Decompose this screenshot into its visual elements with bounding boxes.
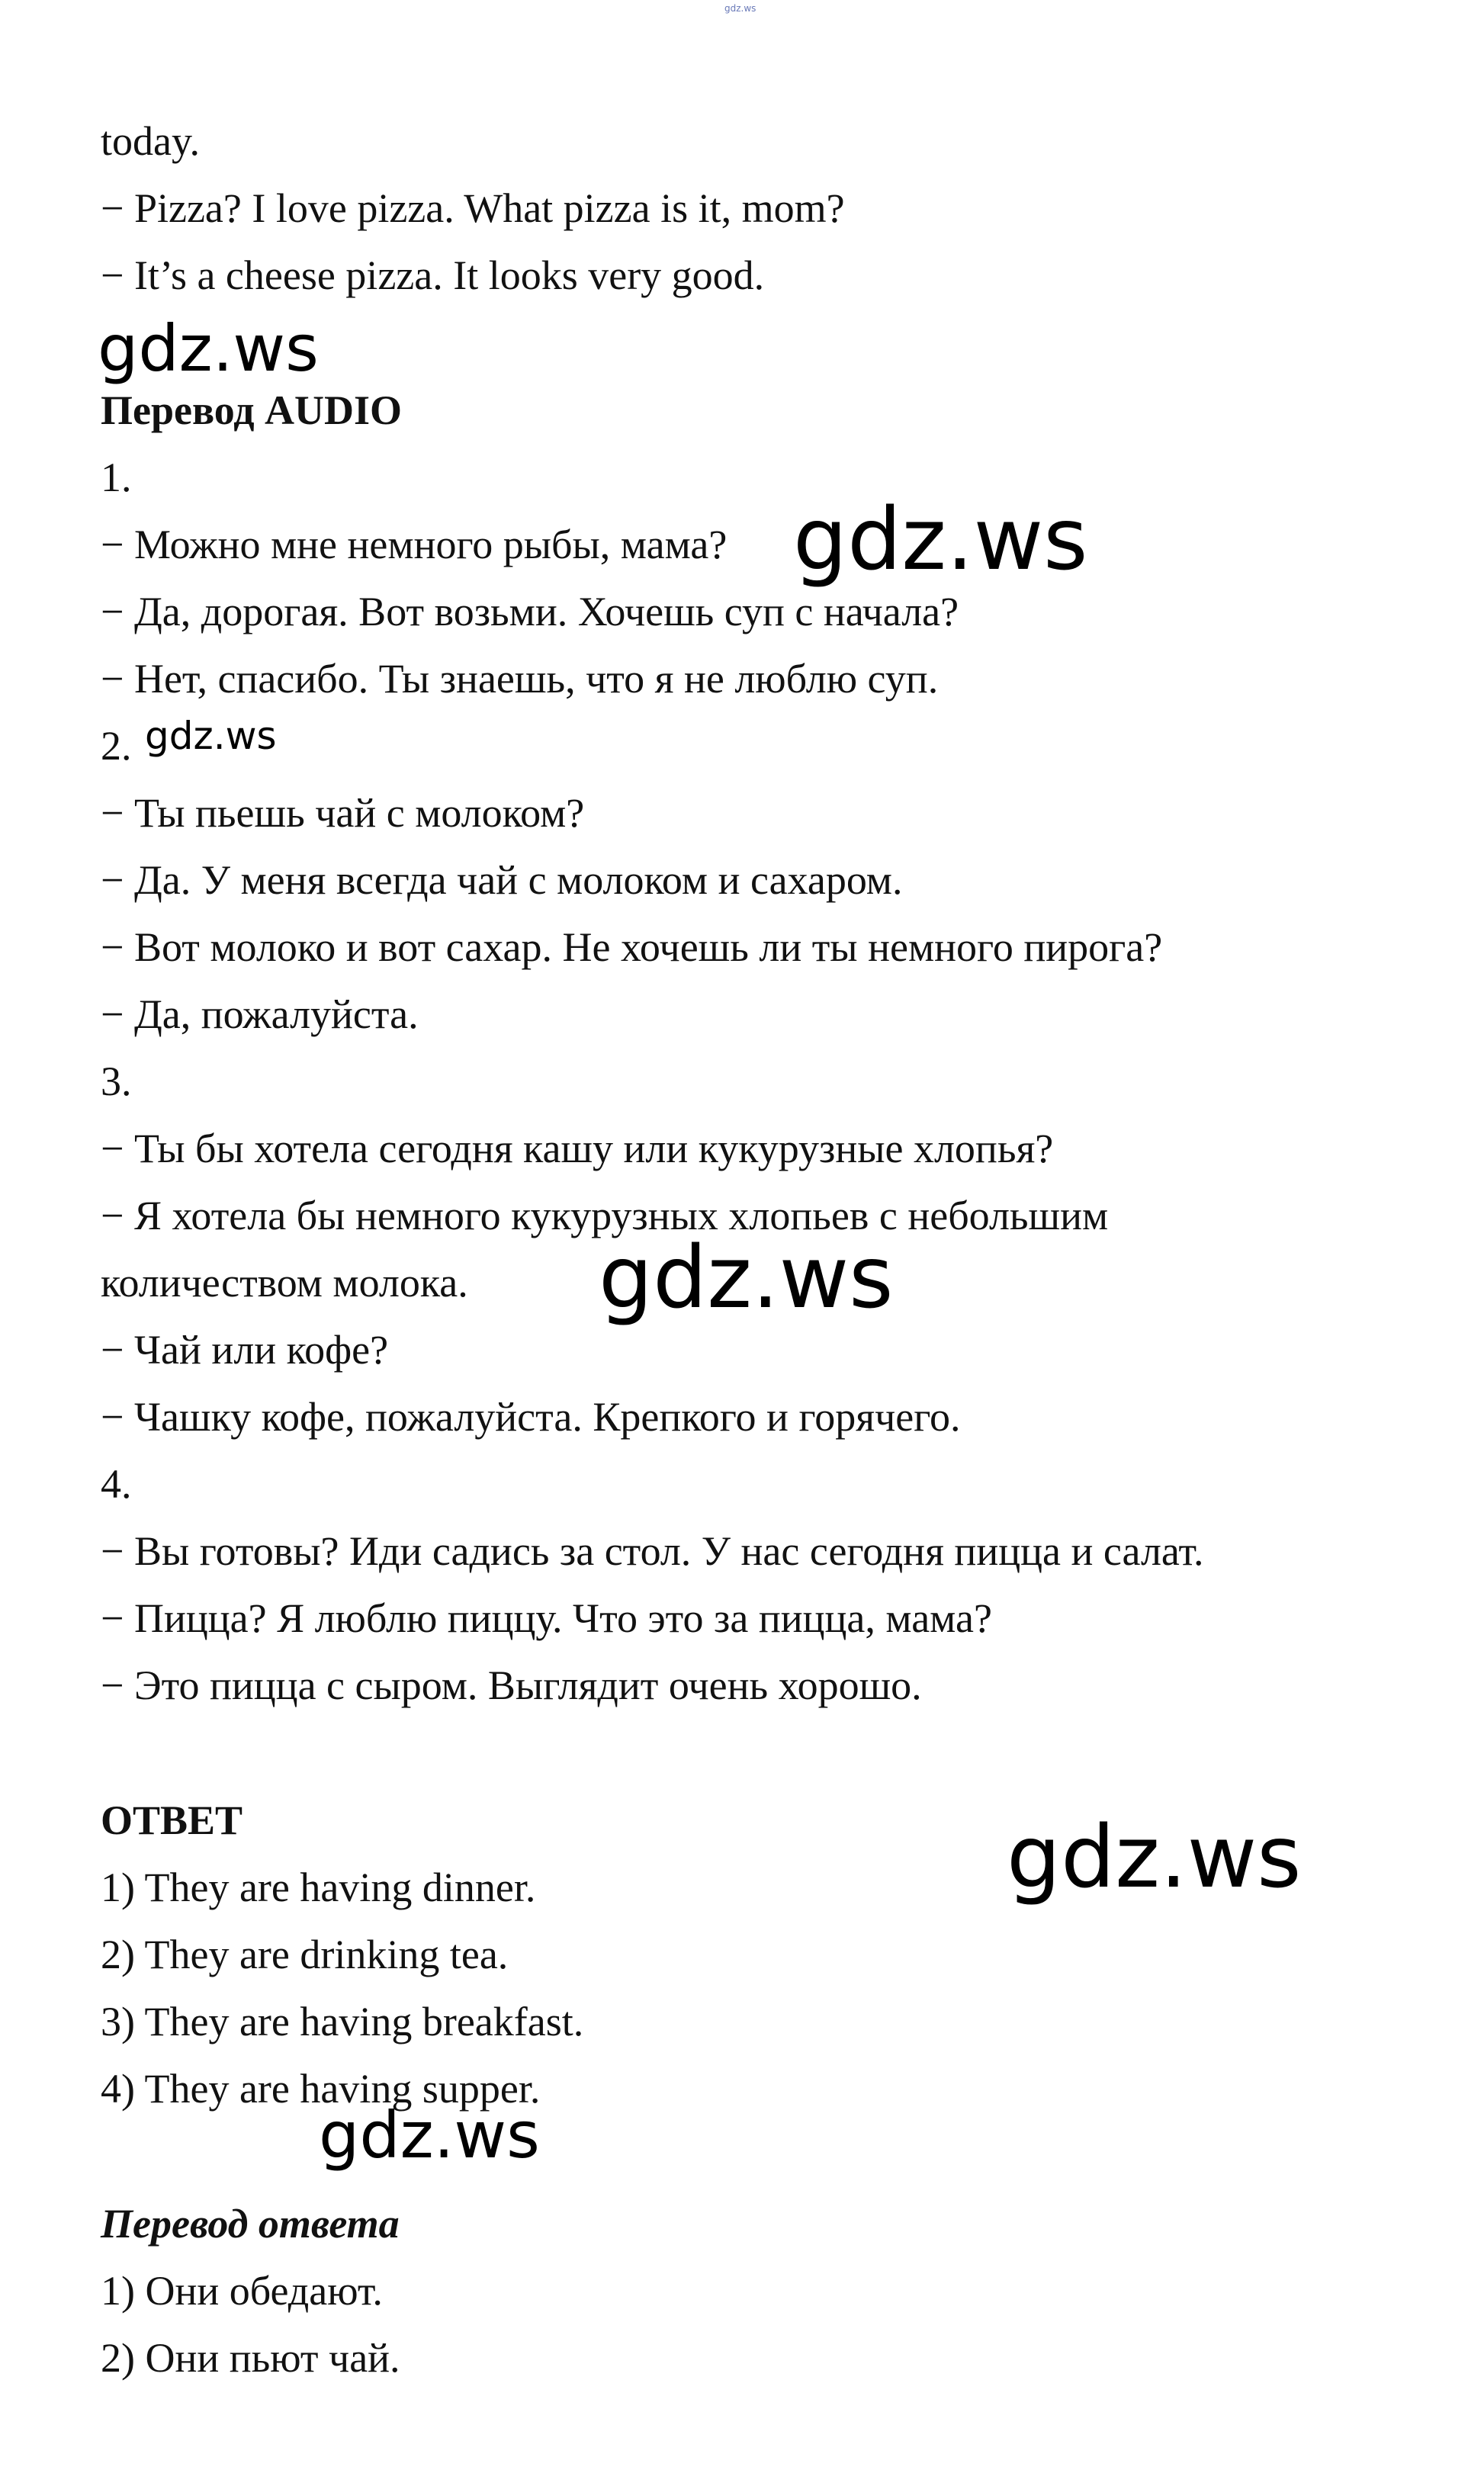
text-line: − Можно мне немного рыбы, мама? bbox=[101, 522, 728, 567]
text-line: today. bbox=[101, 118, 200, 164]
text-line: − Я хотела бы немного кукурузных хлопьев с небольшим bbox=[101, 1193, 1109, 1238]
dialogue-number: 1. bbox=[101, 454, 132, 500]
text-line: − Пицца? Я люблю пиццу. Что это за пицца, мама? bbox=[101, 1595, 992, 1641]
text-line: − It’s a cheese pizza. It looks very good. bbox=[101, 252, 765, 298]
text-line: − Ты пьешь чай с молоком? bbox=[101, 790, 585, 836]
text-line: количеством молока. bbox=[101, 1260, 468, 1306]
answer-line: 1) They are having dinner. bbox=[101, 1865, 536, 1910]
section-heading-answer-translation: Перевод ответа bbox=[101, 2201, 400, 2247]
answer-translation-line: 1) Они обедают. bbox=[101, 2268, 383, 2314]
top-watermark: gdz.ws bbox=[724, 3, 756, 14]
section-heading-audio-translation: Перевод AUDIO bbox=[101, 387, 403, 433]
watermark: gdz.ws bbox=[599, 1229, 894, 1328]
watermark: gdz.ws bbox=[319, 2098, 540, 2173]
text-line: − Вы готовы? Иди садись за стол. У нас сегодня пицца и салат. bbox=[101, 1528, 1204, 1574]
watermark: gdz.ws bbox=[793, 490, 1088, 589]
watermark: gdz.ws bbox=[145, 714, 277, 758]
text-line: − Вот молоко и вот сахар. Не хочешь ли ты немного пирога? bbox=[101, 924, 1163, 970]
text-line: − Это пицца с сыром. Выглядит очень хорошо. bbox=[101, 1662, 922, 1708]
dialogue-number: 4. bbox=[101, 1461, 132, 1507]
answer-line: 4) They are having supper. bbox=[101, 2066, 541, 2112]
text-line: − Нет, спасибо. Ты знаешь, что я не люблю суп. bbox=[101, 656, 939, 702]
text-line: − Ты бы хотела сегодня кашу или кукурузные хлопья? bbox=[101, 1126, 1054, 1171]
text-line: − Pizza? I love pizza. What pizza is it, mom? bbox=[101, 185, 845, 231]
answer-translation-line: 2) Они пьют чай. bbox=[101, 2335, 400, 2381]
text-line: − Чай или кофе? bbox=[101, 1327, 389, 1373]
answer-line: 2) They are drinking tea. bbox=[101, 1932, 509, 1977]
dialogue-number: 3. bbox=[101, 1058, 132, 1104]
answer-line: 3) They are having breakfast. bbox=[101, 1999, 584, 2044]
text-line: − Да, дорогая. Вот возьми. Хочешь суп с начала? bbox=[101, 589, 959, 634]
text-line: − Да, пожалуйста. bbox=[101, 991, 419, 1037]
watermark: gdz.ws bbox=[1007, 1808, 1302, 1907]
text-line: − Чашку кофе, пожалуйста. Крепкого и горячего. bbox=[101, 1394, 961, 1440]
section-heading-answer: ОТВЕТ bbox=[101, 1797, 243, 1843]
text-line: − Да. У меня всегда чай с молоком и сахаром. bbox=[101, 857, 903, 903]
watermark: gdz.ws bbox=[98, 311, 319, 386]
dialogue-number: 2. bbox=[101, 723, 132, 769]
